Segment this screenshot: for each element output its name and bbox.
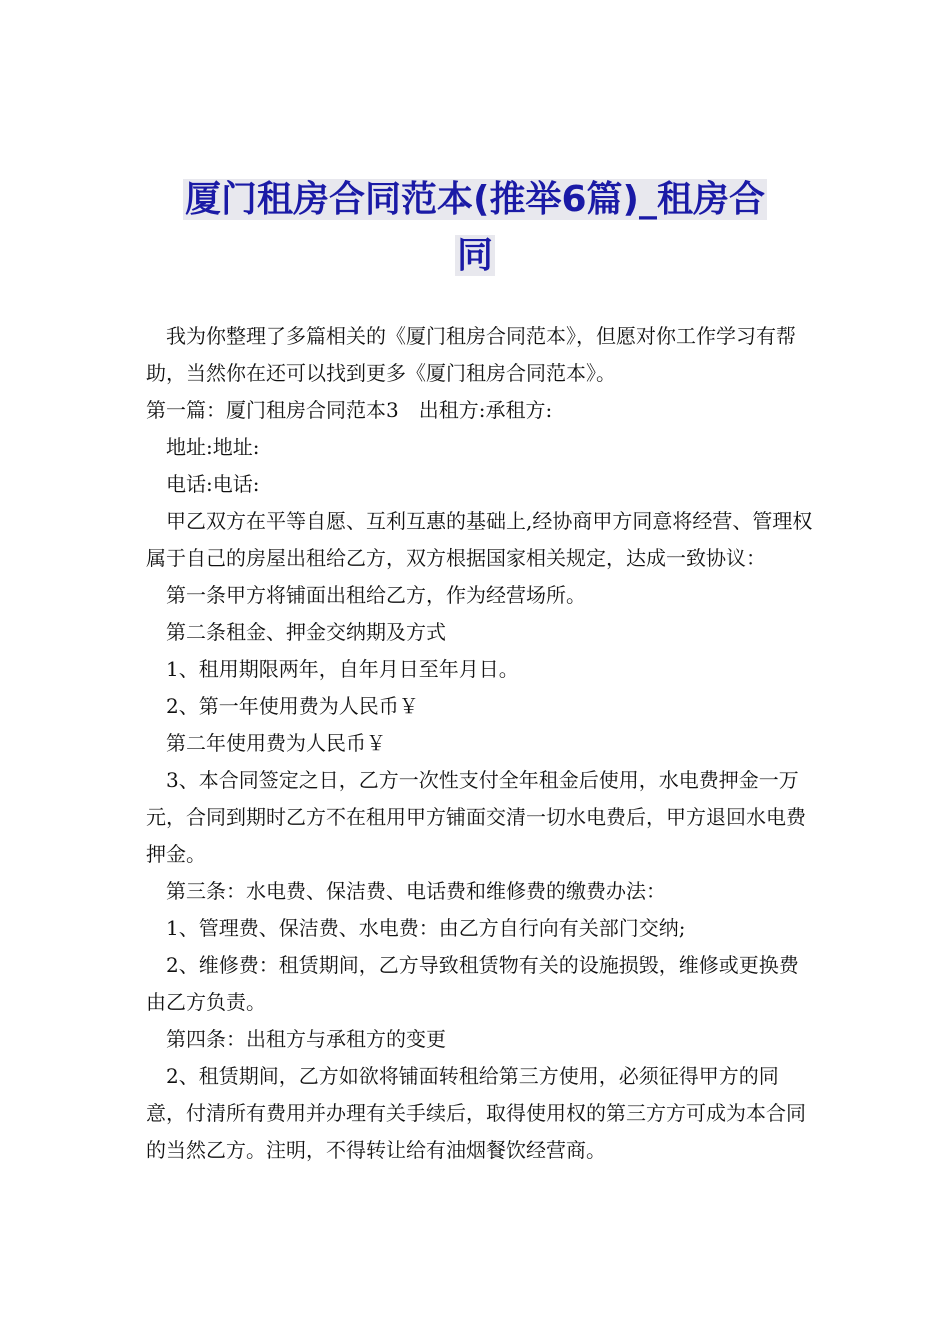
clause-2-heading: 第二条租金、押金交纳期及方式 — [166, 620, 446, 644]
document-body — [146, 318, 816, 1169]
clause-2-item-3: 3、本合同签定之日，乙方一次性支付全年租金后使用，水电费押金一万元，合同到期时乙方不在租用甲方铺面交清一切水电费后，甲方退回水电费押金。 — [146, 768, 806, 866]
address-line: 地址:地址: — [166, 435, 260, 459]
clause-3-item-2: 2、维修费：租赁期间，乙方导致租赁物有关的设施损毁，维修或更换费由乙方负责。 — [146, 953, 799, 1014]
clause-2-item-1: 1、租用期限两年，自年月日至年月日。 — [166, 657, 519, 681]
title-line-2: 同 — [456, 235, 493, 276]
clause-2-item-2b: 第二年使用费为人民币￥ — [166, 731, 386, 755]
intro-paragraph: 我为你整理了多篇相关的《厦门租房合同范本》，但愿对你工作学习有帮助，当然你在还可以找到更多《厦门租房合同范本》。 — [146, 324, 796, 385]
clause-2-item-2: 2、第一年使用费为人民币￥ — [166, 694, 419, 718]
phone-line: 电话:电话: — [166, 472, 260, 496]
document-title — [150, 172, 800, 284]
clause-4-heading: 第四条：出租方与承租方的变更 — [166, 1027, 446, 1051]
clause-1: 第一条甲方将铺面出租给乙方，作为经营场所。 — [166, 583, 586, 607]
agreement-paragraph: 甲乙双方在平等自愿、互利互惠的基础上,经协商甲方同意将经营、管理权属于自己的房屋出租给乙方，双方根据国家相关规定，达成一致协议： — [146, 509, 813, 570]
clause-4-item-2: 2、租赁期间，乙方如欲将铺面转租给第三方使用，必须征得甲方的同意，付清所有费用并办理有关手续后，取得使用权的第三方方可成为本合同的当然乙方。注明，不得转让给有油烟餐饮经营商。 — [146, 1064, 806, 1162]
clause-3-heading: 第三条：水电费、保洁费、电话费和维修费的缴费办法： — [166, 879, 666, 903]
section-heading-first: 第一篇：厦门租房合同范本3 出租方:承租方: — [146, 398, 553, 422]
title-line-1: 厦门租房合同范本(推举6篇)_租房合 — [185, 179, 765, 220]
clause-3-item-1: 1、管理费、保洁费、水电费：由乙方自行向有关部门交纳; — [166, 916, 686, 940]
